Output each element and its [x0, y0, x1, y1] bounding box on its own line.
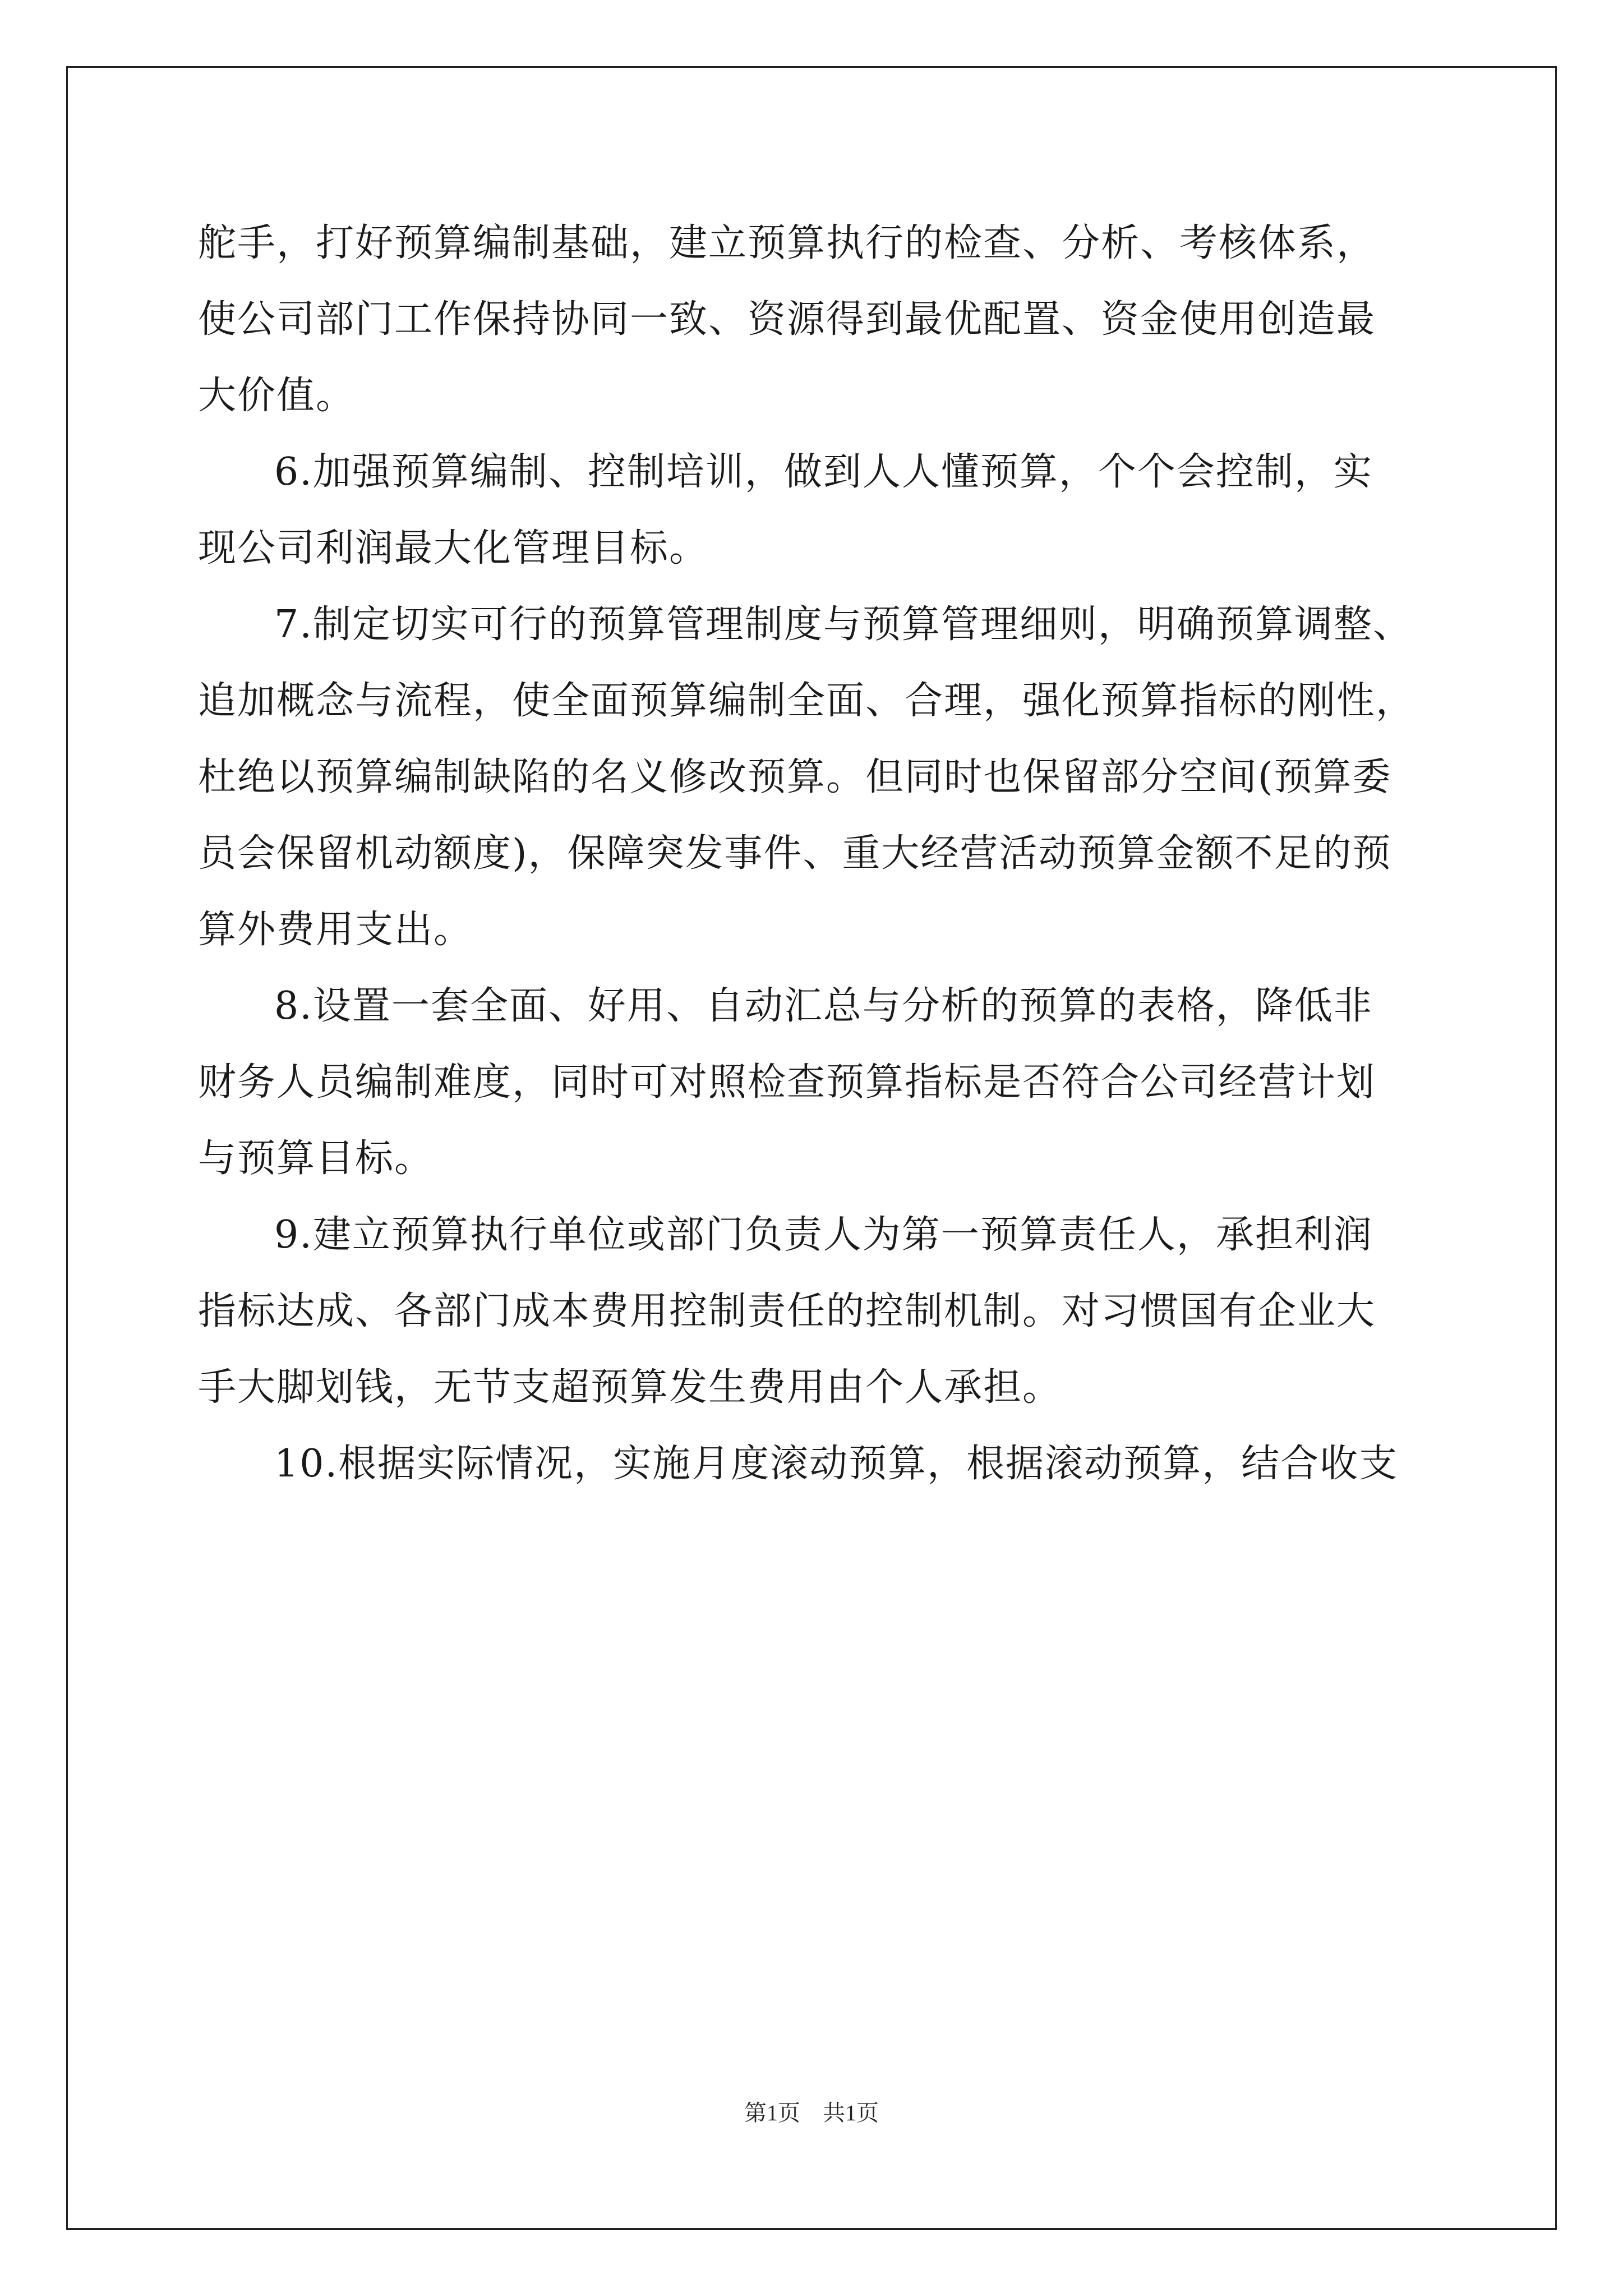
- text-line: 大价值。: [198, 374, 356, 418]
- text-line: 6.加强预算编制、控制培训，做到人人懂预算，个个会控制，实: [274, 450, 1373, 494]
- text-line: 手大脚划钱，无节支超预算发生费用由个人承担。: [198, 1365, 1062, 1410]
- text-line: 员会保留机动额度)，保障突发事件、重大经营活动预算金额不足的预: [198, 831, 1392, 876]
- text-line: 追加概念与流程，使全面预算编制全面、合理，强化预算指标的刚性，: [198, 679, 1415, 723]
- text-line: 使公司部门工作保持协同一致、资源得到最优配置、资金使用创造最: [198, 297, 1376, 342]
- text-line: 8.设置一套全面、好用、自动汇总与分析的预算的表格，降低非: [274, 984, 1373, 1028]
- text-line: 7.制定切实可行的预算管理制度与预算管理细则，明确预算调整、: [274, 602, 1412, 647]
- text-line: 算外费用支出。: [198, 908, 473, 952]
- text-line: 杜绝以预算编制缺陷的名义修改预算。但同时也保留部分空间(预算委: [198, 755, 1392, 799]
- text-line: 现公司利润最大化管理目标。: [198, 526, 709, 570]
- text-line: 指标达成、各部门成本费用控制责任的控制机制。对习惯国有企业大: [198, 1289, 1376, 1333]
- text-line: 9.建立预算执行单位或部门负责人为第一预算责任人，承担利润: [274, 1213, 1373, 1257]
- text-line: 10.根据实际情况，实施月度滚动预算，根据滚动预算，结合收支: [274, 1442, 1399, 1486]
- text-line: 财务人员编制难度，同时可对照检查预算指标是否符合公司经营计划: [198, 1060, 1376, 1105]
- page-number-footer: 第1页 共1页: [744, 2100, 879, 2125]
- text-line: 与预算目标。: [198, 1137, 434, 1181]
- text-line: 舵手，打好预算编制基础，建立预算执行的检查、分析、考核体系，: [198, 221, 1376, 265]
